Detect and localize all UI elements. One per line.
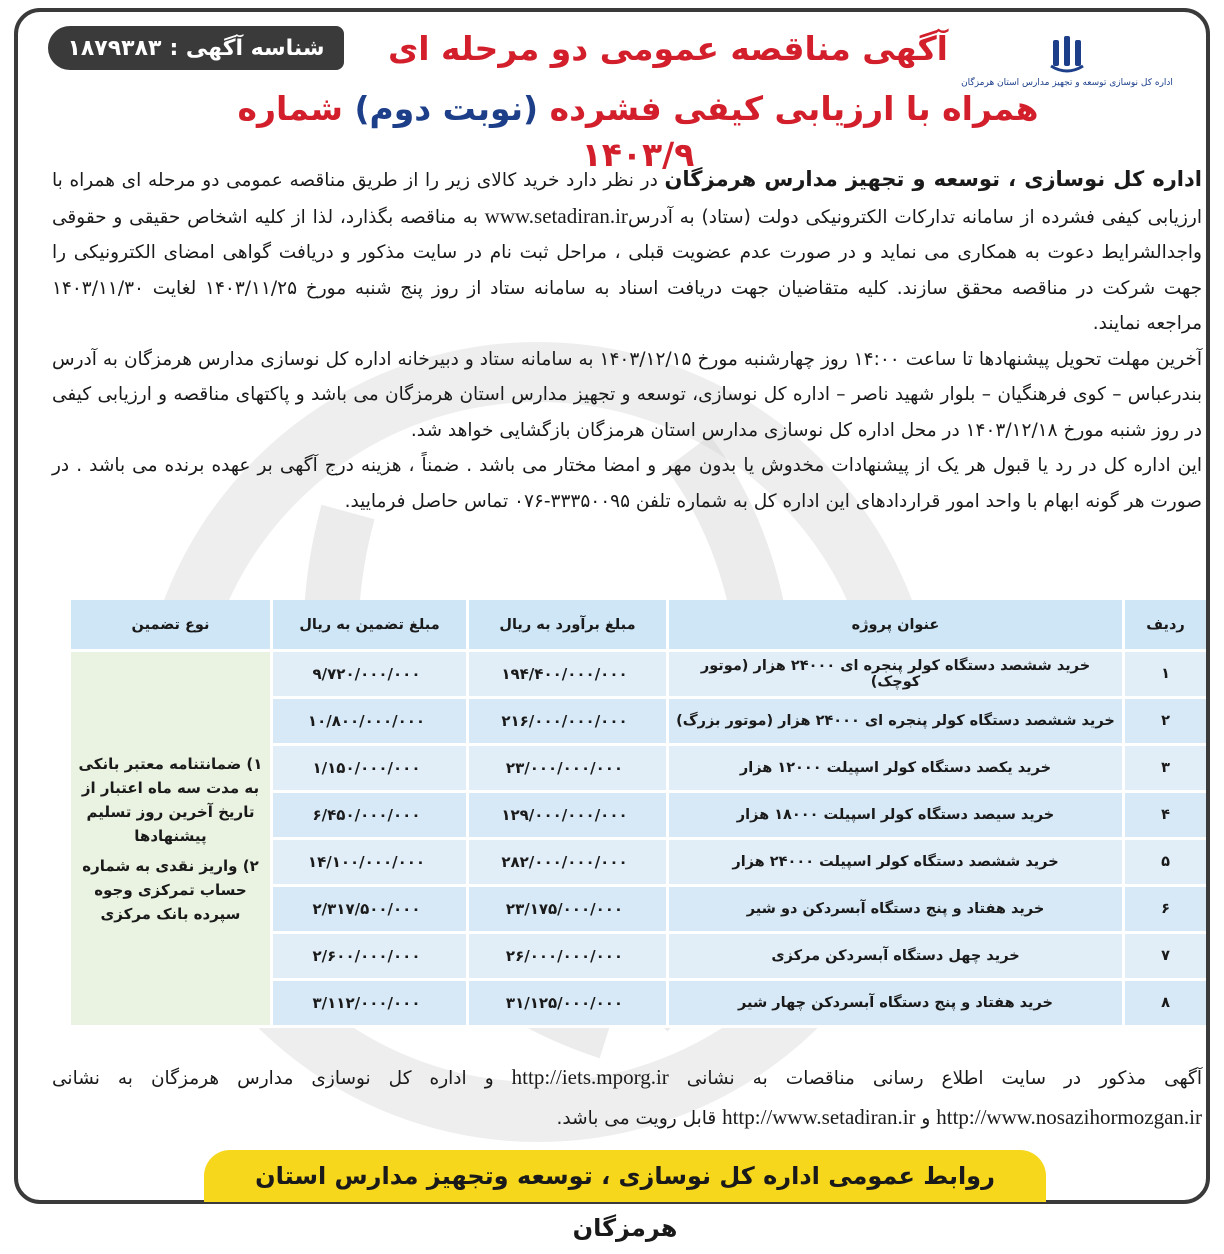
- footer-text-d: قابل رویت می باشد.: [556, 1108, 723, 1129]
- row-title: خرید هفتاد و پنج دستگاه آبسردکن چهار شیر: [666, 981, 1122, 1028]
- footer-text-b: و اداره کل نوسازی مدارس هرمزگان به نشانی: [52, 1068, 512, 1089]
- subtitle-number: شماره ۱۴۰۳/۹: [237, 89, 695, 174]
- notice-id-badge: [48, 26, 344, 70]
- row-deposit: ۹/۷۲۰/۰۰۰/۰۰۰: [270, 652, 466, 699]
- col-title: عنوان پروژه: [666, 600, 1122, 652]
- org-logo-caption: اداره کل نوسازی توسعه و تجهیز مدارس استان هرمزگان: [961, 78, 1173, 88]
- body-paragraph-2: آخرین مهلت تحویل پیشنهادها تا ساعت ۱۴:۰۰ روز چهارشنبه مورخ ۱۴۰۳/۱۲/۱۵ به سامانه ستاد و دبیرخانه اداره کل نوسازی مدارس هرمزگان به آدرس بندرعباس – کوی فرهنگیان – بلوار شهید ناصر – اداره کل نوسازی، توسعه و تجهیز مدارس استان هرمزگان می باشد و پاکتهای مناقصه و ارزیابی کیفی در روز شنبه مورخ ۱۴۰۳/۱۲/۱۸ در محل اداره کل نوسازی مدارس استان هرمزگان بازگشایی خواهد شد.: [52, 348, 1202, 441]
- row-number: ۲: [1122, 699, 1206, 746]
- col-row: ردیف: [1122, 600, 1206, 652]
- row-deposit: ۳/۱۱۲/۰۰۰/۰۰۰: [270, 981, 466, 1028]
- table-row: [68, 652, 1206, 699]
- page-title: آگهی مناقصه عمومی دو مرحله ای: [388, 29, 948, 68]
- row-deposit: ۲/۳۱۷/۵۰۰/۰۰۰: [270, 887, 466, 934]
- col-deposit: مبلغ تضمین به ریال: [270, 600, 466, 652]
- row-title: خرید ششصد دستگاه کولر اسپیلت ۲۴۰۰۰ هزار: [666, 840, 1122, 887]
- body-paragraph-1: [52, 162, 1202, 342]
- row-deposit: ۱/۱۵۰/۰۰۰/۰۰۰: [270, 746, 466, 793]
- row-number: ۱: [1122, 652, 1206, 699]
- row-number: ۵: [1122, 840, 1206, 887]
- nosazi-link[interactable]: http://www.nosazihormozgan.ir: [936, 1105, 1202, 1129]
- row-deposit: ۱۰/۸۰۰/۰۰۰/۰۰۰: [270, 699, 466, 746]
- row-title: خرید ششصد دستگاه کولر پنجره ای ۲۴۰۰۰ هزار (موتور کوچک): [666, 652, 1122, 699]
- row-title: خرید ششصد دستگاه کولر پنجره ای ۲۴۰۰۰ هزار (موتور بزرگ): [666, 699, 1122, 746]
- row-title: خرید هفتاد و پنج دستگاه آبسردکن دو شیر: [666, 887, 1122, 934]
- col-type: نوع تضمین: [68, 600, 270, 652]
- guarantee-option-1: ۱) ضمانتنامه معتبر بانکی به مدت سه ماه اعتبار از تاریخ آخرین روز تسلیم پیشنهادها: [78, 754, 263, 845]
- guarantee-option-2: ۲) واریز نقدی به شماره حساب تمرکزی وجوه سپرده بانک مرکزی: [82, 856, 259, 923]
- row-deposit: ۲/۶۰۰/۰۰۰/۰۰۰: [270, 934, 466, 981]
- notice-id-label: شناسه آگهی :: [169, 35, 325, 61]
- row-number: ۷: [1122, 934, 1206, 981]
- row-estimate: ۲۶/۰۰۰/۰۰۰/۰۰۰: [466, 934, 666, 981]
- col-estimate: مبلغ برآورد به ریال: [466, 600, 666, 652]
- table-header-row: [68, 600, 1206, 652]
- row-estimate: ۲۱۶/۰۰۰/۰۰۰/۰۰۰: [466, 699, 666, 746]
- iets-link[interactable]: http://iets.mporg.ir: [511, 1065, 669, 1089]
- row-estimate: ۲۳/۰۰۰/۰۰۰/۰۰۰: [466, 746, 666, 793]
- row-estimate: ۱۹۴/۴۰۰/۰۰۰/۰۰۰: [466, 652, 666, 699]
- subtitle-round: (نوبت دوم): [354, 89, 539, 128]
- row-estimate: ۱۲۹/۰۰۰/۰۰۰/۰۰۰: [466, 793, 666, 840]
- row-deposit: ۶/۴۵۰/۰۰۰/۰۰۰: [270, 793, 466, 840]
- row-number: ۳: [1122, 746, 1206, 793]
- public-relations-banner: روابط عمومی اداره کل نوسازی ، توسعه وتجهیز مدارس استان هرمزگان: [204, 1150, 1046, 1202]
- row-estimate: ۳۱/۱۲۵/۰۰۰/۰۰۰: [466, 981, 666, 1028]
- guarantee-type-cell: [68, 652, 270, 1028]
- notice-frame: [14, 8, 1210, 1242]
- row-title: خرید چهل دستگاه آبسردکن مرکزی: [666, 934, 1122, 981]
- subtitle-part-a: همراه با ارزیابی کیفی فشرده: [549, 89, 1039, 128]
- org-logo-icon: [1047, 32, 1087, 72]
- body-p1b: به مناقصه بگذارد، لذا از کلیه اشخاص حقیقی و حقوقی واجدالشرایط دعوت به همکاری می نماید و در صورت عدم عضویت قبلی ، مراحل ثبت نام در سایت مذکور و دریافت گواهی امضای الکترونیکی را جهت شرکت در مناقصه محقق سازند. کلیه متقاضیان جهت دریافت اسناد به سامانه ستاد از روز پنج شنبه مورخ ۱۴۰۳/۱۱/۲۵ لغایت ۱۴۰۳/۱۱/۳۰ مراجعه نمایند.: [52, 206, 1203, 334]
- body-p1a: در نظر دارد خرید کالای زیر را از طریق مناقصه عمومی دو مرحله ای همراه با ارزیابی کیفی فشرده از سامانه تدارکات الکترونیکی دولت (ستاد) به آدرس: [52, 170, 1203, 228]
- row-estimate: ۲۳/۱۷۵/۰۰۰/۰۰۰: [466, 887, 666, 934]
- notice-id-value: ۱۸۷۹۳۸۳: [67, 35, 162, 61]
- body-paragraph-3: این اداره کل در رد یا قبول هر یک از پیشنهادات مخدوش یا بدون مهر و امضا مختار می باشد . ضمناً ، هزینه درج آگهی بر عهده برنده می باشد . در صورت هر گونه ابهام با واحد امور قراردادهای این اداره کل به شماره تلفن ۳۳۳۵۰۰۹۵-۰۷۶ تماس حاصل فرمایید.: [52, 455, 1202, 512]
- row-number: ۶: [1122, 887, 1206, 934]
- body-lead: اداره کل نوسازی ، توسعه و تجهیز مدارس هرمزگان: [664, 167, 1202, 191]
- tender-table: [68, 600, 1206, 1028]
- row-estimate: ۲۸۲/۰۰۰/۰۰۰/۰۰۰: [466, 840, 666, 887]
- footer-text-a: آگهی مذکور در سایت اطلاع رسانی مناقصات به نشانی: [668, 1068, 1203, 1089]
- setad-footer-link[interactable]: http://www.setadiran.ir: [722, 1105, 916, 1129]
- notice-body: [52, 162, 1202, 519]
- setad-link[interactable]: www.setadiran.ir: [484, 203, 628, 228]
- footer-text-c: و: [915, 1108, 937, 1129]
- footer-paragraph: [52, 1058, 1202, 1138]
- row-number: ۴: [1122, 793, 1206, 840]
- row-title: خرید یکصد دستگاه کولر اسپیلت ۱۲۰۰۰ هزار: [666, 746, 1122, 793]
- row-deposit: ۱۴/۱۰۰/۰۰۰/۰۰۰: [270, 840, 466, 887]
- row-number: ۸: [1122, 981, 1206, 1028]
- row-title: خرید سیصد دستگاه کولر اسپیلت ۱۸۰۰۰ هزار: [666, 793, 1122, 840]
